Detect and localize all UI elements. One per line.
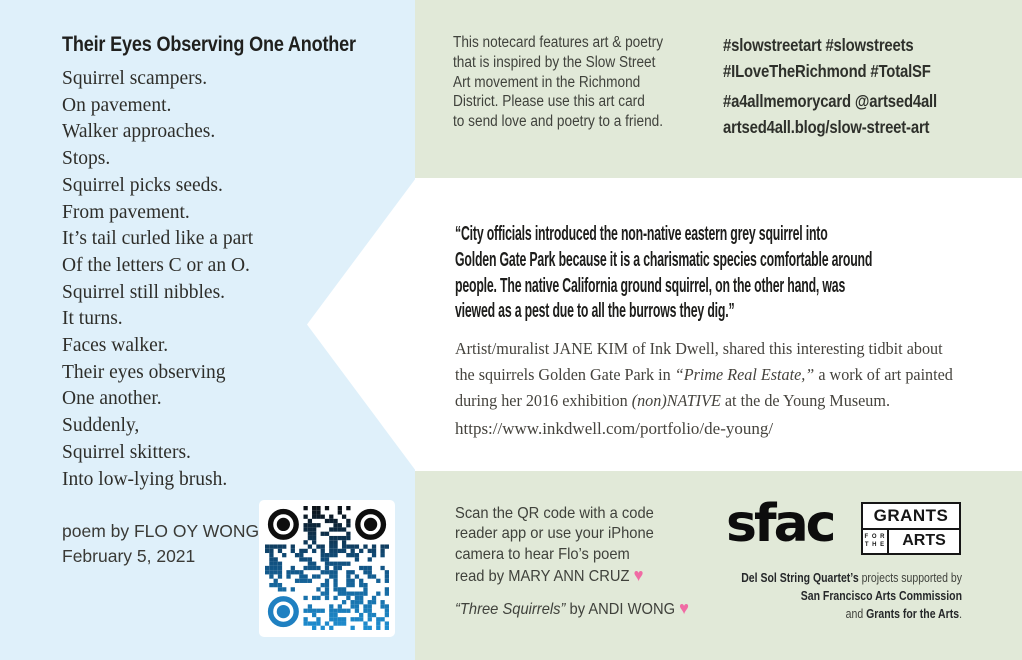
inkdwell-url: https://www.inkdwell.com/portfolio/de-young/ [455, 419, 774, 438]
support-text: projects supported by [858, 571, 962, 585]
gfta-the: T H E [864, 542, 886, 549]
gfta-logo-grants: GRANTS [863, 504, 959, 530]
poem-byline [62, 519, 275, 569]
notecard-description: This notecard features art & poetry that is inspired by the Slow Street Art movement in the Richmond District. Please use this art card to send love and poetry to a friend. [453, 34, 664, 131]
poem-author-line [62, 519, 275, 544]
qr-code [259, 500, 395, 637]
support-text: . [959, 607, 962, 621]
support-line [668, 605, 962, 623]
gfta-logo-arts: ARTS [902, 532, 946, 550]
gfta-for: F O R [864, 534, 886, 541]
gfta-logo-bottom-row [863, 530, 959, 553]
attribution-text: at the de Young Museum. [720, 391, 890, 410]
artwork-credit-title: “Three Squirrels” [455, 601, 566, 618]
attribution-line [455, 362, 953, 388]
quartet-name: Del Sol String Quartet’s [741, 571, 859, 585]
attribution-line: Artist/muralist JANE KIM of Ink Dwell, shared this interesting tidbit about [455, 339, 943, 358]
exhibition-title: (non)NATIVE [631, 391, 721, 410]
qr-instructions [455, 504, 654, 587]
poem-date: February 5, 2021 [62, 546, 196, 566]
qr-instructions-last-line [455, 565, 654, 587]
hashtags-primary: #slowstreetart #slowstreets #ILoveTheRichmond #TotalSF [723, 35, 931, 81]
heart-icon: ♥ [679, 598, 689, 618]
arts-commission-name: San Francisco Arts Commission [800, 589, 962, 603]
artwork-title: “Prime Real Estate,” [674, 365, 815, 384]
support-line [668, 569, 962, 587]
qr-code-image [265, 506, 389, 630]
heart-icon: ♥ [633, 564, 644, 585]
quote-attribution [455, 336, 953, 414]
squirrel-quote: “City officials introduced the non-native eastern grey squirrel into Golden Gate Park because it is a charismatic species comfortable around people. The native California ground squirrel, on the other hand, was viewed as a pest due to all the burrows they dig.” [455, 222, 873, 323]
artwork-credit-artist: by ANDI WONG [565, 601, 676, 618]
qr-instructions-lines: Scan the QR code with a code reader app or use your iPhone camera to hear Flo’s poem [455, 505, 654, 563]
reader-credit: read by MARY ANN CRUZ [455, 567, 630, 585]
hashtags-secondary: #a4allmemorycard @artsed4all artsed4all.blog/slow-street-art [723, 91, 937, 137]
support-line [668, 587, 962, 605]
support-text: and [845, 607, 867, 621]
support-credit [668, 569, 962, 623]
poem-text: Squirrel scampers. On pavement. Walker approaches. Stops. Squirrel picks seeds. From pavement. It’s tail curled like a part Of the letters C or an O. Squirrel still nibbles. It turns. Faces walker. Their eyes observing One another. Suddenly, Squirrel skitters. Into low-lying brush. [62, 68, 254, 490]
attribution-text: during her 2016 exhibition [455, 391, 632, 410]
poem-title: Their Eyes Observing One Another [62, 33, 356, 56]
sfac-logo: sfac [726, 494, 834, 554]
grants-name: Grants for the Arts [866, 607, 960, 621]
artwork-credit [455, 598, 689, 619]
poem-author: poem by FLO OY WONG [62, 521, 260, 541]
grants-for-the-arts-logo [861, 502, 961, 555]
attribution-text: the squirrels Golden Gate Park in [455, 365, 675, 384]
attribution-line [455, 388, 953, 414]
gfta-logo-for-the [863, 530, 889, 553]
attribution-text: a work of art painted [814, 365, 953, 384]
